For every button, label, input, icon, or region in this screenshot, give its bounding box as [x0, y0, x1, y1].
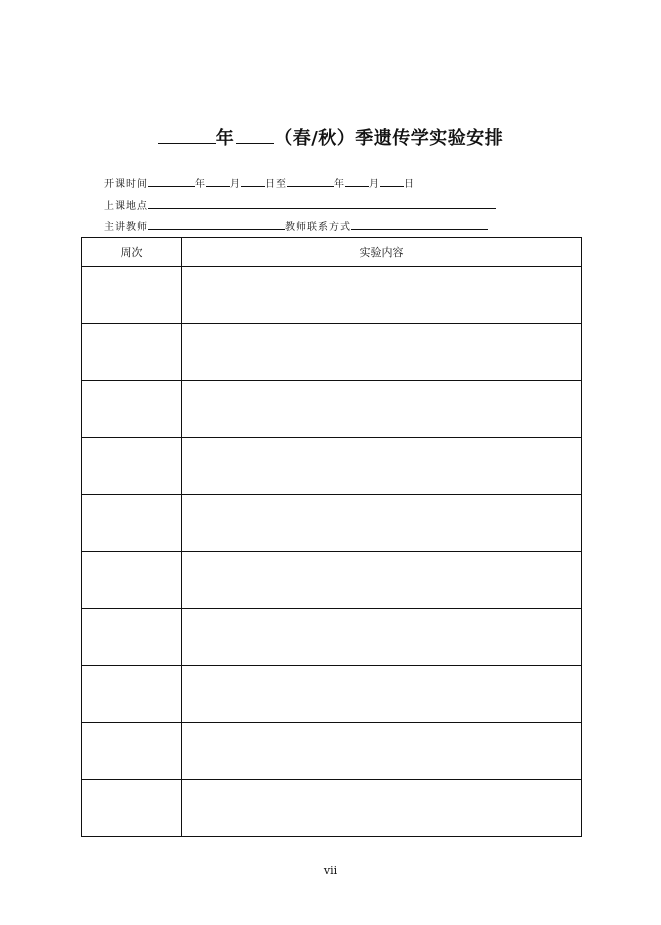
page-number: vii [323, 864, 338, 877]
week-cell[interactable] [82, 723, 182, 780]
content-cell[interactable] [182, 723, 582, 780]
teacher-blank[interactable] [148, 218, 285, 230]
table-row [82, 723, 582, 780]
location-label: 上课地点 [104, 201, 148, 212]
teacher-line [104, 218, 488, 233]
year-blank[interactable] [158, 125, 216, 144]
week-cell[interactable] [82, 495, 182, 552]
week-cell[interactable] [82, 324, 182, 381]
page-title [0, 124, 661, 150]
content-cell[interactable] [182, 666, 582, 723]
table-row [82, 780, 582, 837]
header-content: 实验内容 [182, 238, 582, 267]
start-year-label: 年 [195, 179, 206, 190]
course-time-label: 开课时间 [104, 179, 148, 190]
week-cell[interactable] [82, 381, 182, 438]
schedule-table [81, 237, 582, 837]
week-cell[interactable] [82, 780, 182, 837]
course-time-line [104, 175, 415, 190]
title-year-label: 年 [215, 128, 235, 149]
end-year-label: 年 [334, 179, 345, 190]
content-cell[interactable] [182, 609, 582, 666]
contact-blank[interactable] [351, 218, 488, 230]
week-cell[interactable] [82, 609, 182, 666]
content-cell[interactable] [182, 438, 582, 495]
season-blank[interactable] [236, 125, 274, 144]
table-header-row [82, 238, 582, 267]
end-day-label: 日 [404, 179, 415, 190]
table-row [82, 381, 582, 438]
content-cell[interactable] [182, 381, 582, 438]
title-season-label: （春/秋）季遗传学实验安排 [274, 128, 504, 149]
table-row [82, 666, 582, 723]
contact-label: 教师联系方式 [285, 222, 351, 233]
start-month-blank[interactable] [206, 175, 230, 187]
start-day-blank[interactable] [241, 175, 265, 187]
end-month-blank[interactable] [345, 175, 369, 187]
end-year-blank[interactable] [287, 175, 334, 187]
location-line [104, 197, 496, 212]
week-cell[interactable] [82, 666, 182, 723]
week-cell[interactable] [82, 267, 182, 324]
content-cell[interactable] [182, 780, 582, 837]
header-week: 周次 [82, 238, 182, 267]
week-cell[interactable] [82, 552, 182, 609]
content-cell[interactable] [182, 552, 582, 609]
location-blank[interactable] [148, 197, 496, 209]
start-month-label: 月 [230, 179, 241, 190]
end-month-label: 月 [369, 179, 380, 190]
table-row [82, 609, 582, 666]
table-row [82, 438, 582, 495]
to-label: 至 [276, 179, 287, 190]
week-cell[interactable] [82, 438, 182, 495]
table-row [82, 324, 582, 381]
end-day-blank[interactable] [380, 175, 404, 187]
table-row [82, 267, 582, 324]
table-row [82, 552, 582, 609]
start-day-label: 日 [265, 179, 276, 190]
table-row [82, 495, 582, 552]
start-year-blank[interactable] [148, 175, 195, 187]
teacher-label: 主讲教师 [104, 222, 148, 233]
content-cell[interactable] [182, 324, 582, 381]
content-cell[interactable] [182, 267, 582, 324]
content-cell[interactable] [182, 495, 582, 552]
